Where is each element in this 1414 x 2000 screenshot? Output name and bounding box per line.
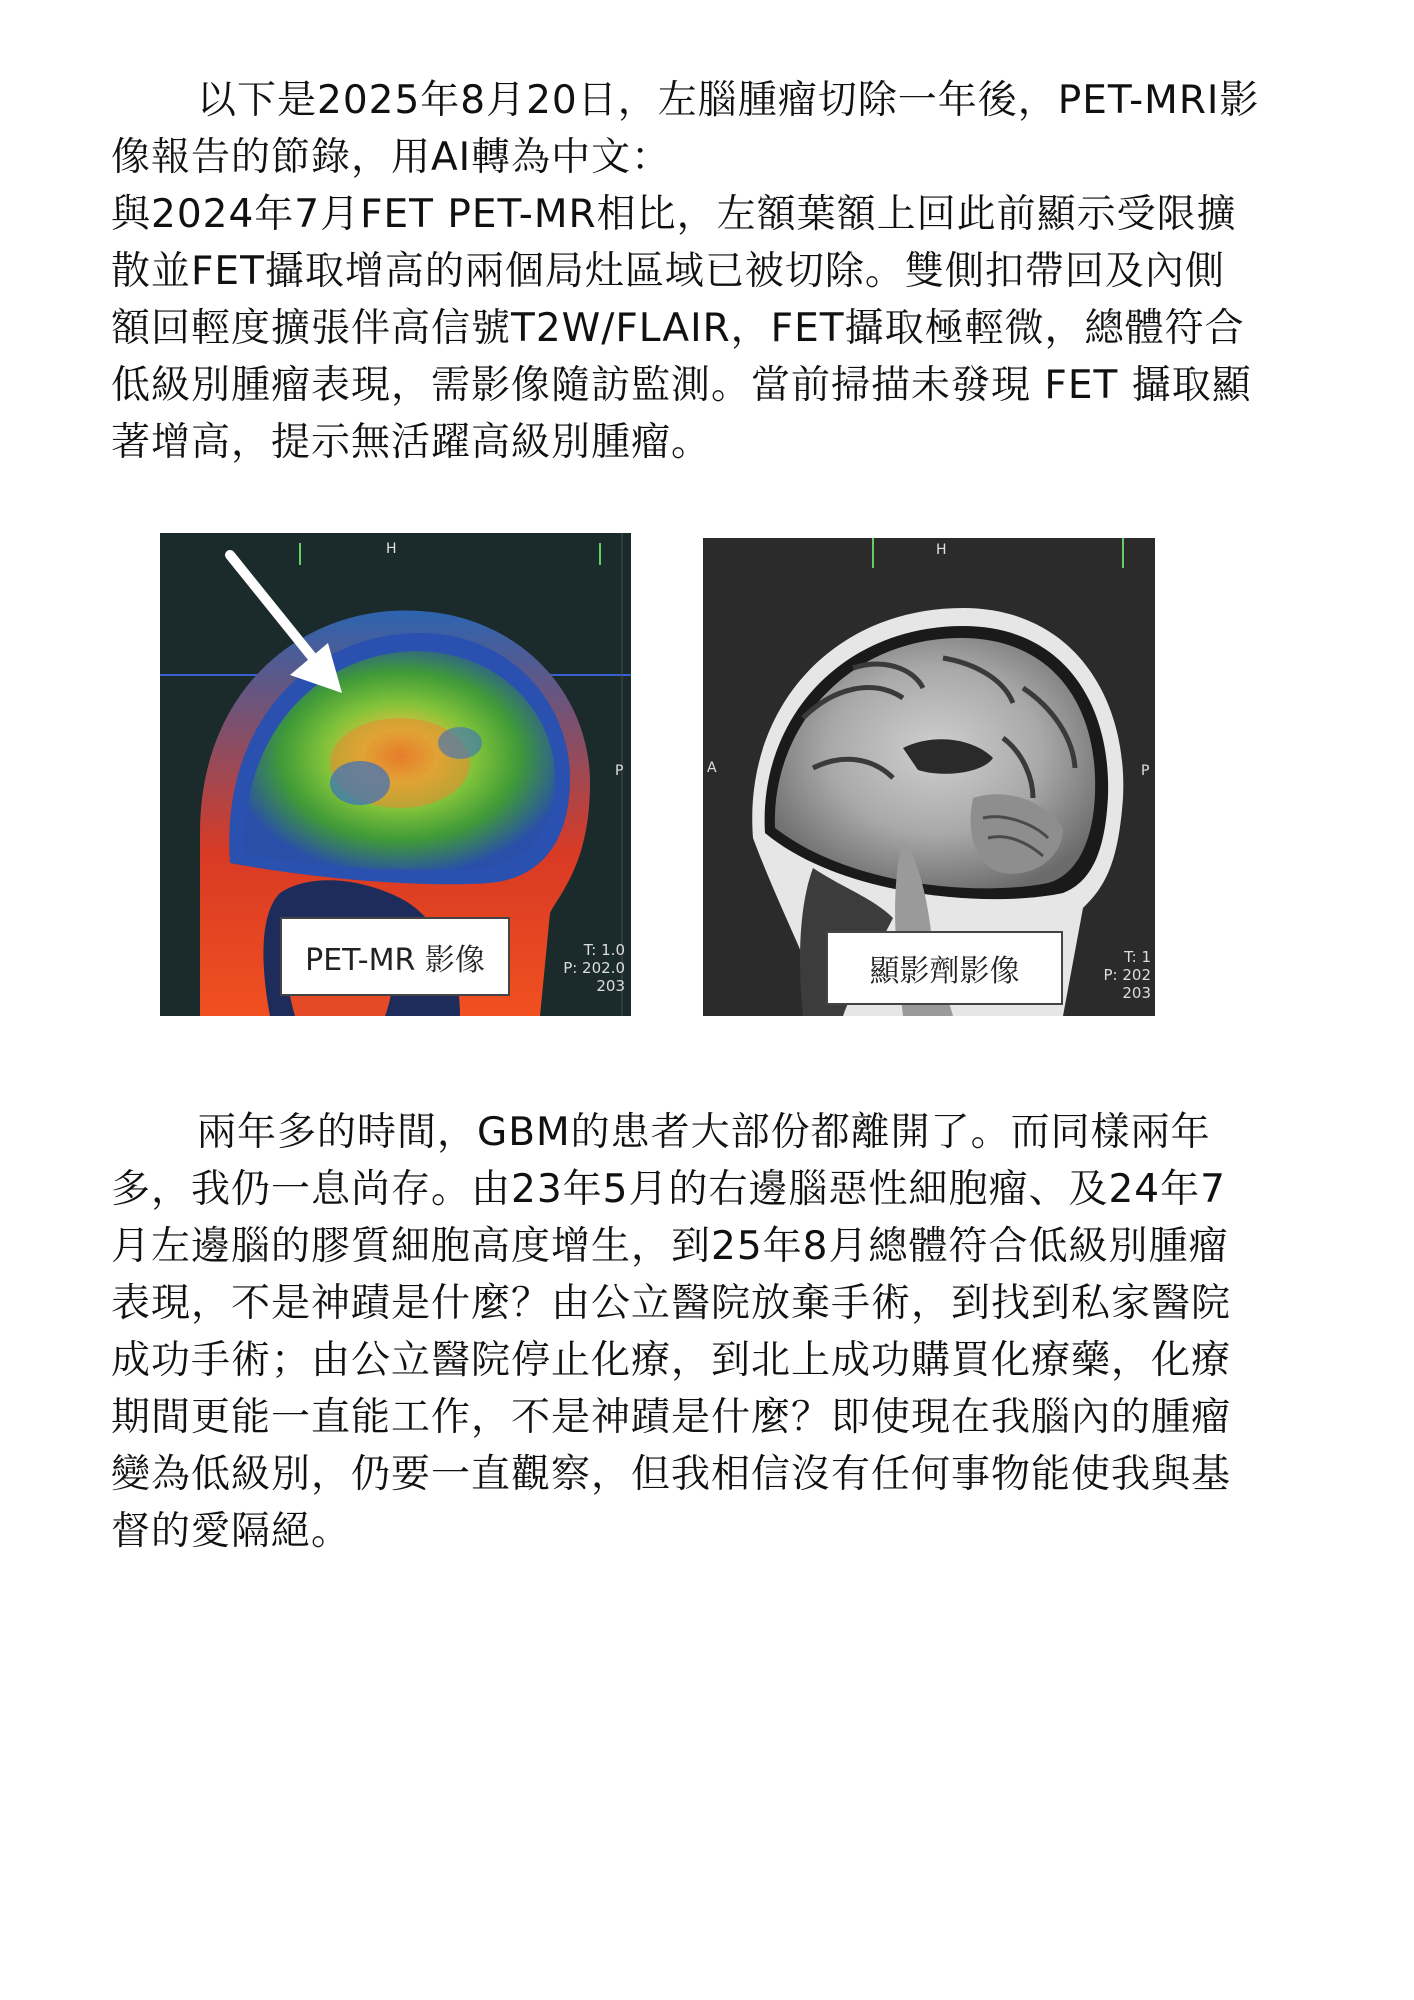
text-line: 成功手術；由公立醫院停止化療，到北上成功購買化療藥，化療	[111, 1338, 1232, 1383]
caption-text: 顯影劑影像	[869, 954, 1020, 989]
report-paragraph	[111, 72, 1323, 471]
orientation-marker-right: P	[615, 763, 624, 779]
scan-overlay-info	[563, 941, 625, 995]
orientation-marker-left: A	[707, 760, 717, 776]
contrast-mri-image	[703, 538, 1155, 1016]
overlay-line: T: 1	[1124, 948, 1151, 966]
pet-mr-caption	[280, 917, 510, 996]
caption-text: PET-MR 影像	[305, 942, 485, 978]
pet-mr-image	[160, 533, 631, 1016]
overlay-line: P: 202.0	[563, 959, 625, 977]
orientation-marker-top: H	[936, 542, 947, 558]
scan-overlay-info	[1104, 948, 1152, 1002]
text-line: 多，我仍一息尚存。由23年5月的右邊腦惡性細胞瘤、及24年7	[111, 1167, 1226, 1212]
overlay-line: T: 1.0	[583, 941, 625, 959]
contrast-mri-caption	[826, 931, 1063, 1005]
text-line: 督的愛隔絕。	[111, 1509, 352, 1554]
orientation-marker-top: H	[386, 541, 397, 557]
text-line: 低級別腫瘤表現，需影像隨訪監測。當前掃描未發現 FET 攝取顯	[111, 363, 1252, 408]
text-line: 表現，不是神蹟是什麼？由公立醫院放棄手術，到找到私家醫院	[111, 1281, 1232, 1326]
text-line: 兩年多的時間，GBM的患者大部份都離開了。而同樣兩年	[197, 1110, 1211, 1155]
overlay-line: 203	[1122, 984, 1151, 1002]
text-line: 與2024年7月FET PET-MR相比，左額葉額上回此前顯示受限擴	[111, 192, 1237, 237]
text-line: 以下是2025年8月20日，左腦腫瘤切除一年後，PET-MRI影	[197, 78, 1260, 123]
orientation-marker-right: P	[1141, 763, 1150, 779]
text-line: 散並FET攝取增高的兩個局灶區域已被切除。雙側扣帶回及內側	[111, 249, 1225, 294]
text-line: 像報告的節錄，用AI轉為中文：	[111, 135, 672, 180]
text-line: 期間更能一直能工作，不是神蹟是什麼？即使現在我腦內的腫瘤	[111, 1395, 1232, 1440]
text-line: 變為低級別，仍要一直觀察，但我相信沒有任何事物能使我與基	[111, 1452, 1232, 1497]
text-line: 月左邊腦的膠質細胞高度增生，到25年8月總體符合低級別腫瘤	[111, 1224, 1229, 1269]
overlay-line: 203	[596, 977, 625, 995]
reflection-paragraph	[111, 1104, 1323, 1560]
text-line: 額回輕度擴張伴高信號T2W/FLAIR，FET攝取極輕微，總體符合	[111, 306, 1245, 351]
overlay-line: P: 202	[1103, 966, 1151, 984]
text-line: 著增高，提示無活躍高級別腫瘤。	[111, 420, 712, 465]
